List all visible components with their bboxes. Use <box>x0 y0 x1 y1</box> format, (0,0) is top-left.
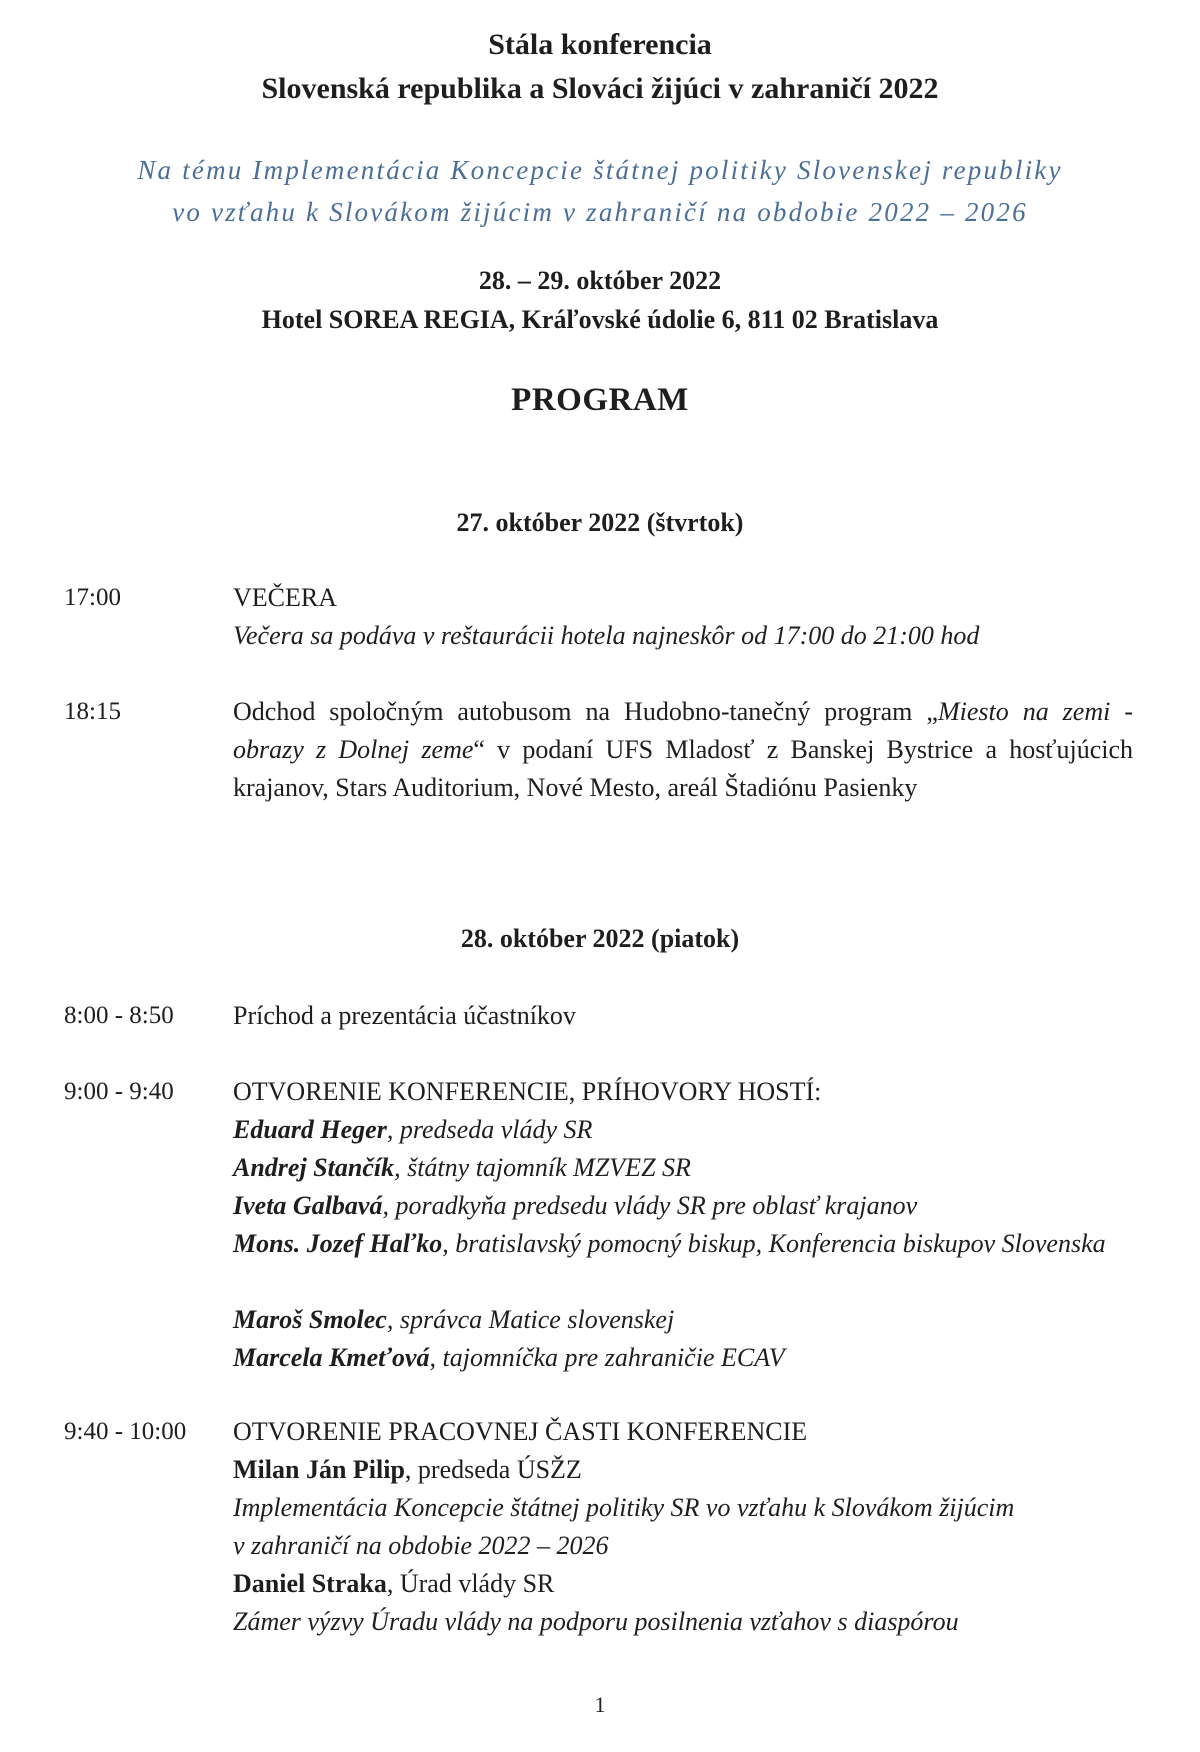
document-subtitle: Slovenská republika a Slováci žijúci v zahraničí 2022 <box>261 72 939 105</box>
page-number: 1 <box>594 1692 606 1717</box>
time-slot: 9:40 - 10:00 <box>64 1418 187 1445</box>
speaker-line <box>233 1565 1133 1603</box>
item-description <box>233 693 1133 807</box>
speaker-line <box>233 1111 1133 1149</box>
day-heading-27: 27. október 2022 (štvrtok) <box>456 508 744 537</box>
speaker-name: Mons. Jozef Haľko <box>233 1229 443 1258</box>
speaker-line <box>233 1225 1133 1263</box>
theme-line-1: Na tému Implementácia Koncepcie štátnej politiky Slovenskej republiky <box>137 155 1063 185</box>
item-title: OTVORENIE KONFERENCIE, PRÍHOVORY HOSTÍ: <box>233 1077 822 1106</box>
item-title: Príchod a prezentácia účastníkov <box>233 1001 576 1030</box>
item-title: VEČERA <box>233 583 337 612</box>
speaker-role: , správca Matice slovenskej <box>386 1305 675 1334</box>
talk-topic: Implementácia Koncepcie štátnej politiky SR vo vzťahu k Slovákom žijúcim <box>233 1493 1015 1522</box>
speaker-line <box>233 1187 1133 1225</box>
item-title: OTVORENIE PRACOVNEJ ČASTI KONFERENCIE <box>233 1417 808 1446</box>
time-slot: 9:00 - 9:40 <box>64 1078 174 1105</box>
theme-line-2: vo vzťahu k Slovákom žijúcim v zahraničí na obdobie 2022 – 2026 <box>172 197 1028 227</box>
speaker-line <box>233 1451 1133 1489</box>
talk-topic: v zahraničí na obdobie 2022 – 2026 <box>233 1531 609 1560</box>
document-title: Stála konferencia <box>488 28 712 61</box>
speaker-name: Maroš Smolec <box>233 1305 387 1334</box>
item-note: Večera sa podáva v reštaurácii hotela najneskôr od 17:00 do 21:00 hod <box>233 621 980 650</box>
speaker-role: , štátny tajomník MZVEZ SR <box>394 1153 691 1182</box>
speaker-name: Milan Ján Pilip <box>233 1455 405 1484</box>
talk-topic: Zámer výzvy Úradu vlády na podporu posilnenia vzťahov s diaspórou <box>233 1607 959 1636</box>
speaker-name: Marcela Kmeťová <box>233 1343 430 1372</box>
speaker-role: , poradkyňa predsedu vlády SR pre oblasť krajanov <box>382 1191 918 1220</box>
speaker-role: , Úrad vlády SR <box>386 1569 555 1598</box>
event-dates: 28. – 29. október 2022 <box>478 266 722 295</box>
item-text: Odchod spoločným autobusom na Hudobno-tanečný program „ <box>233 697 938 726</box>
speaker-role: , predseda vlády SR <box>386 1115 593 1144</box>
speaker-name: Andrej Stančík <box>233 1153 395 1182</box>
performance-title: Miesto na zemi - obrazy z Dolnej zeme <box>233 697 1133 764</box>
speaker-name: Eduard Heger <box>233 1115 387 1144</box>
speaker-role: , predseda ÚSŽZ <box>404 1455 582 1484</box>
event-venue: Hotel SOREA REGIA, Kráľovské údolie 6, 811 02 Bratislava <box>261 305 939 334</box>
item-text: “ v podaní UFS Mladosť z Banskej Bystrice a hosťujúcich krajanov, Stars Auditorium, Nové Mesto, areál Štadiónu Pasienky <box>233 735 1133 802</box>
speaker-name: Daniel Straka <box>233 1569 387 1598</box>
speaker-line <box>233 1339 1133 1377</box>
time-slot: 18:15 <box>64 698 121 725</box>
time-slot: 17:00 <box>64 584 121 611</box>
speaker-role: , bratislavský pomocný biskup, Konferencia biskupov Slovenska <box>442 1229 1106 1258</box>
speaker-line <box>233 1149 1133 1187</box>
speaker-name: Iveta Galbavá <box>233 1191 383 1220</box>
day-heading-28: 28. október 2022 (piatok) <box>460 924 740 953</box>
time-slot: 8:00 - 8:50 <box>64 1002 174 1029</box>
speaker-line <box>233 1301 1133 1339</box>
speaker-role: , tajomníčka pre zahraničie ECAV <box>429 1343 785 1372</box>
program-heading: PROGRAM <box>511 382 689 418</box>
